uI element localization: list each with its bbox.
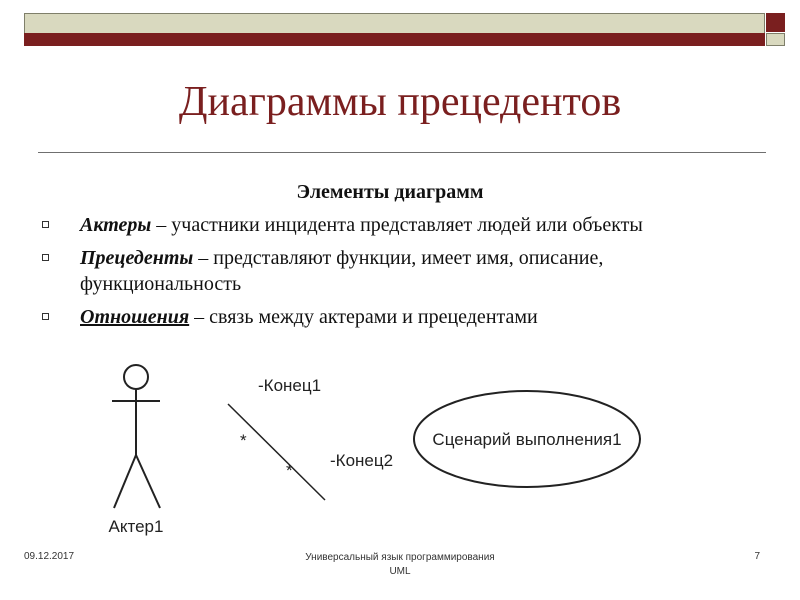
- header-band: [24, 33, 765, 46]
- square-bullet-icon: [42, 313, 49, 320]
- footer-date: 09.12.2017: [24, 551, 75, 562]
- usecase-label: Сценарий выполнения1: [432, 430, 622, 449]
- multiplicity1-label: *: [240, 431, 247, 450]
- bullet-text: – представляют функции, имеет имя, описание, функциональность: [80, 247, 604, 295]
- footer-center-line1: Универсальный язык программирования: [305, 552, 495, 563]
- bullet-item-actors: [40, 212, 760, 238]
- actor-figure-icon: [112, 365, 160, 508]
- bullet-list: [40, 212, 760, 337]
- bullet-text: – связь между актерами и прецедентами: [189, 306, 538, 328]
- footer-center-line2: UML: [389, 566, 411, 577]
- bullet-item-usecases: [40, 245, 760, 297]
- bullet-text: – участники инцидента представляет людей или объекты: [151, 214, 643, 236]
- actor-label: Актер1: [108, 517, 164, 536]
- square-bullet-icon: [42, 221, 49, 228]
- association-end1-label: -Конец1: [258, 376, 322, 395]
- corner-square-top: [766, 13, 785, 32]
- multiplicity2-label: *: [286, 461, 293, 480]
- corner-square-bottom: [766, 33, 785, 46]
- header-bar: [24, 13, 765, 33]
- association-end2-label: -Конец2: [330, 451, 394, 470]
- association-line: [228, 404, 325, 500]
- footer-center: [250, 551, 550, 579]
- footer-page-number: 7: [754, 551, 760, 562]
- slide-title: Диаграммы прецедентов: [178, 79, 622, 125]
- bullet-term: Отношения: [80, 306, 190, 328]
- slide-subtitle: Элементы диаграмм: [296, 181, 484, 203]
- bullet-term: Актеры: [80, 214, 152, 236]
- usecase-diagram: [0, 350, 800, 540]
- square-bullet-icon: [42, 254, 49, 261]
- title-divider: [38, 152, 766, 153]
- bullet-term: Прецеденты: [80, 247, 194, 269]
- bullet-item-relations: [40, 304, 760, 330]
